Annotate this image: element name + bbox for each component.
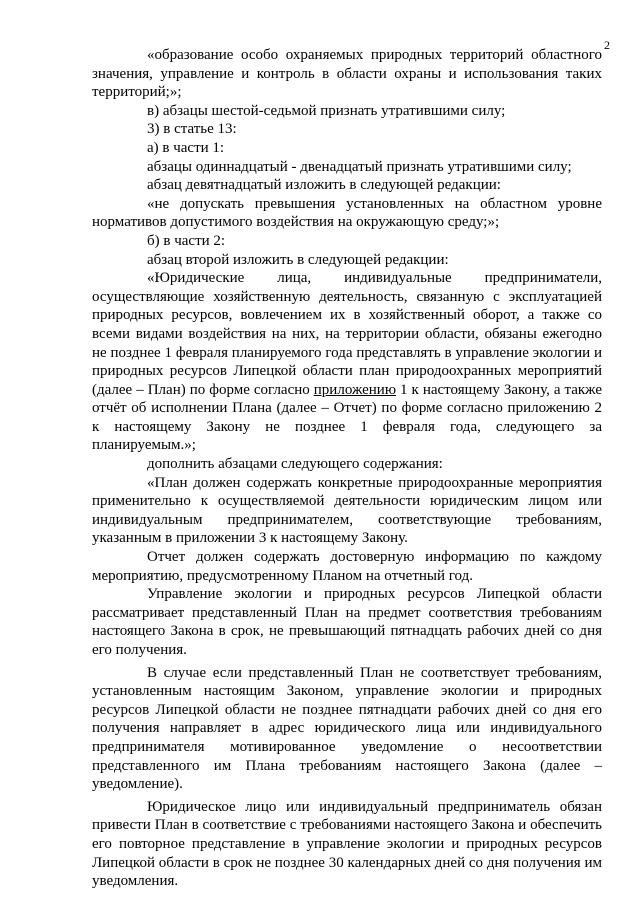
paragraph: б) в части 2:	[147, 232, 226, 249]
paragraph-text: «Юридические лица, индивидуальные предприниматели, осуществляющие хозяйственную деятельность, связанную с эксплуатацией природных ресурсов, вовлечением их в хозяйственный оборот, а также со всеми видами воздействия на них, на территории области, обязаны ежегодно не позднее 1 февраля планируемого года представлять в управление экологии и природных ресурсов Липецкой области план природоохранных мероприятий (далее – План) по форме согласно	[92, 270, 602, 398]
appendix-link[interactable]: приложению	[313, 381, 397, 398]
paragraph: Отчет должен содержать достоверную информацию по каждому мероприятию, предусмотренному Планом на отчетный год.	[92, 549, 602, 584]
paragraph: «образование особо охраняемых природных территорий областного значения, управление и контроль в области охраны и использования таких территорий;»;	[92, 47, 602, 101]
paragraph: В случае если представленный План не соответствует требованиям, установленным настоящим Законом, управление экологии и природных ресурсов Липецкой области не позднее пятнадцати рабочих дней со дня его получения направляет в адрес юридического лица или индивидуального предпринимателя мотивированное уведомление о несоответствии представленного им Плана требованиям настоящего Закона (далее – уведомление).	[92, 664, 602, 793]
paragraph: в) абзацы шестой-седьмой признать утратившими силу;	[147, 102, 506, 119]
paragraph: абзацы одиннадцатый - двенадцатый признать утратившими силу;	[147, 158, 572, 175]
page-number: 2	[604, 38, 610, 52]
paragraph: «не допускать превышения установленных на областном уровне нормативов допустимого воздействия на окружающую среду;»;	[92, 195, 602, 231]
paragraph: абзац второй изложить в следующей редакции:	[147, 251, 449, 268]
paragraph: а) в части 1:	[147, 139, 225, 156]
paragraph: Управление экологии и природных ресурсов Липецкой области рассматривает представленный План на предмет соответствия требованиям настоящего Закона в срок, не превышающий пятнадцать рабочих дней со дня его получения.	[92, 586, 602, 658]
document-body	[92, 46, 602, 891]
paragraph: Юридическое лицо или индивидуальный предприниматель обязан привести План в соответствие с требованиями настоящего Закона и обеспечить его повторное представление в управление экологии и природных ресурсов Липецкой области в срок не позднее 30 календарных дней со дня получения им уведомления.	[92, 798, 602, 890]
paragraph: абзац девятнадцатый изложить в следующей редакции:	[147, 177, 501, 194]
paragraph: «План должен содержать конкретные природоохранные мероприятия применительно к осуществляемой деятельности юридическим лицом или индивидуальным предпринимателем, соответствующие требованиям, указанным в приложении 3 к настоящему Закону.	[92, 474, 602, 547]
paragraph-text: 1 к настоящему Закону, а также отчёт об исполнении Плана (далее – Отчет) по форме согласно приложению 2 к настоящему Закону не позднее 1 февраля года, следующего за планируемым.»;	[92, 381, 602, 454]
paragraph: 3) в статье 13:	[147, 121, 237, 138]
legal-entities-paragraph	[92, 269, 602, 455]
paragraph: дополнить абзацами следующего содержания:	[147, 456, 443, 473]
